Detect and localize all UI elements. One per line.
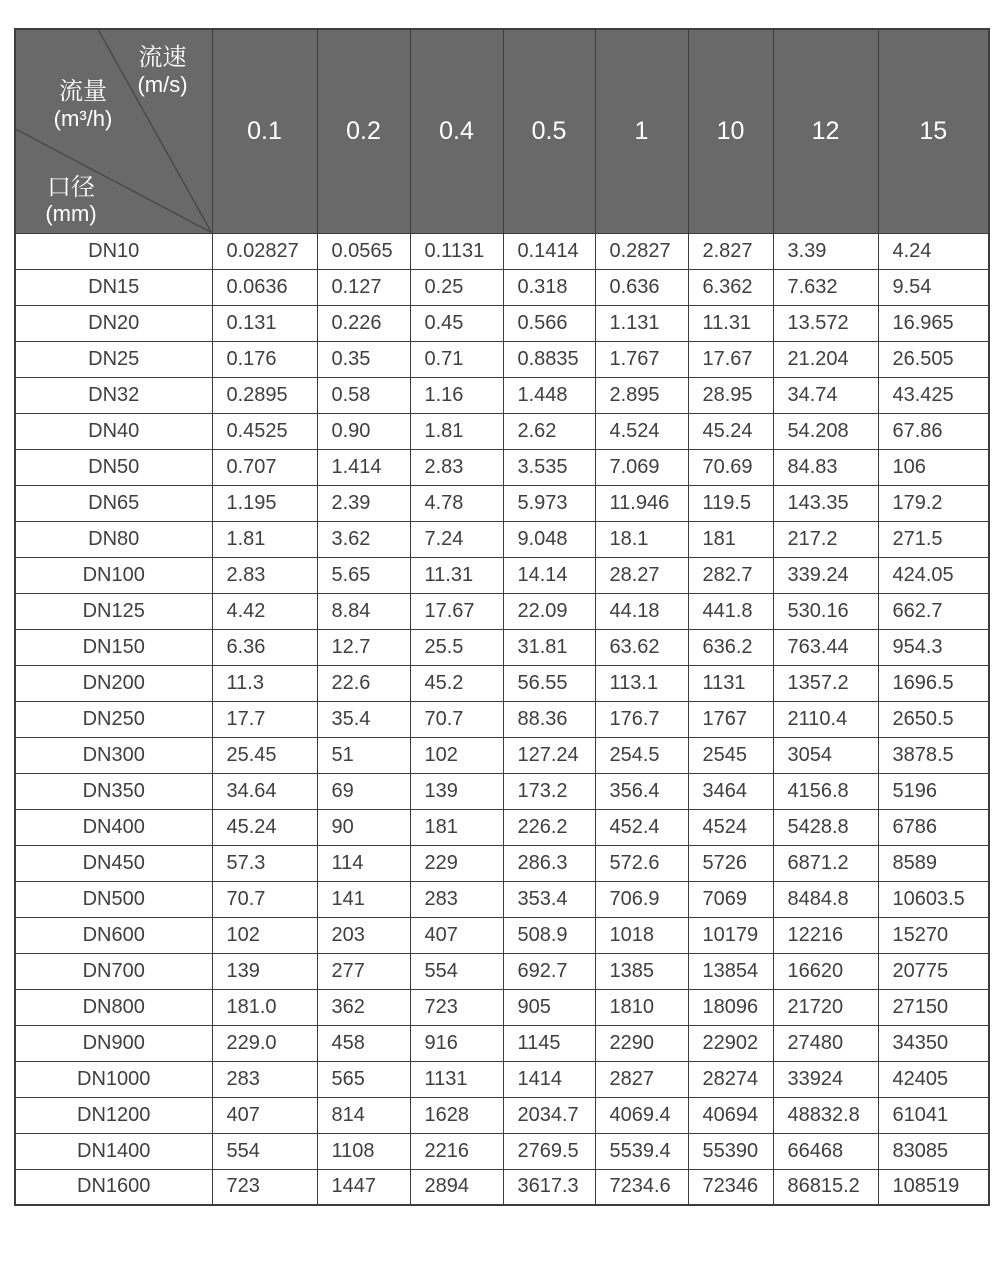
value-cell: 34.74 <box>773 377 878 413</box>
value-cell: 0.0565 <box>317 233 410 269</box>
value-cell: 2.83 <box>212 557 317 593</box>
value-cell: 229 <box>410 845 503 881</box>
value-cell: 554 <box>410 953 503 989</box>
diameter-label-text: 口径 <box>47 173 95 201</box>
value-cell: 18.1 <box>595 521 688 557</box>
value-cell: 3464 <box>688 773 773 809</box>
value-cell: 4.78 <box>410 485 503 521</box>
value-cell: 7.632 <box>773 269 878 305</box>
value-cell: 90 <box>317 809 410 845</box>
table-row <box>15 413 989 449</box>
value-cell: 10603.5 <box>878 881 989 917</box>
dn-cell: DN250 <box>15 701 212 737</box>
value-cell: 2.83 <box>410 449 503 485</box>
value-cell: 10179 <box>688 917 773 953</box>
value-cell: 954.3 <box>878 629 989 665</box>
value-cell: 814 <box>317 1097 410 1133</box>
value-cell: 141 <box>317 881 410 917</box>
value-cell: 11.3 <box>212 665 317 701</box>
value-cell: 916 <box>410 1025 503 1061</box>
value-cell: 70.69 <box>688 449 773 485</box>
value-cell: 181.0 <box>212 989 317 1025</box>
table-row <box>15 1169 989 1205</box>
velocity-axis-label <box>120 44 206 97</box>
value-cell: 723 <box>212 1169 317 1205</box>
value-cell: 51 <box>317 737 410 773</box>
diameter-unit-text: (mm) <box>45 201 97 227</box>
value-cell: 119.5 <box>688 485 773 521</box>
value-cell: 7.069 <box>595 449 688 485</box>
value-cell: 67.86 <box>878 413 989 449</box>
value-cell: 636.2 <box>688 629 773 665</box>
dn-cell: DN50 <box>15 449 212 485</box>
value-cell: 14.14 <box>503 557 595 593</box>
dn-cell: DN125 <box>15 593 212 629</box>
value-cell: 4069.4 <box>595 1097 688 1133</box>
velocity-header: 10 <box>688 29 773 233</box>
value-cell: 13854 <box>688 953 773 989</box>
value-cell: 34350 <box>878 1025 989 1061</box>
value-cell: 106 <box>878 449 989 485</box>
value-cell: 572.6 <box>595 845 688 881</box>
value-cell: 554 <box>212 1133 317 1169</box>
table-row <box>15 809 989 845</box>
table-row <box>15 737 989 773</box>
value-cell: 88.36 <box>503 701 595 737</box>
velocity-header: 1 <box>595 29 688 233</box>
value-cell: 2650.5 <box>878 701 989 737</box>
value-cell: 108519 <box>878 1169 989 1205</box>
value-cell: 15270 <box>878 917 989 953</box>
value-cell: 176.7 <box>595 701 688 737</box>
value-cell: 55390 <box>688 1133 773 1169</box>
table-row <box>15 269 989 305</box>
value-cell: 1108 <box>317 1133 410 1169</box>
value-cell: 7.24 <box>410 521 503 557</box>
flow-unit-text: (m³/h) <box>53 105 113 131</box>
table-row <box>15 773 989 809</box>
value-cell: 2769.5 <box>503 1133 595 1169</box>
value-cell: 203 <box>317 917 410 953</box>
dn-cell: DN150 <box>15 629 212 665</box>
value-cell: 0.1414 <box>503 233 595 269</box>
value-cell: 706.9 <box>595 881 688 917</box>
value-cell: 0.2895 <box>212 377 317 413</box>
value-cell: 27150 <box>878 989 989 1025</box>
value-cell: 21.204 <box>773 341 878 377</box>
value-cell: 3878.5 <box>878 737 989 773</box>
value-cell: 83085 <box>878 1133 989 1169</box>
value-cell: 0.226 <box>317 305 410 341</box>
dn-cell: DN900 <box>15 1025 212 1061</box>
value-cell: 1.81 <box>410 413 503 449</box>
velocity-header: 15 <box>878 29 989 233</box>
dn-cell: DN80 <box>15 521 212 557</box>
value-cell: 8589 <box>878 845 989 881</box>
value-cell: 0.4525 <box>212 413 317 449</box>
dn-cell: DN600 <box>15 917 212 953</box>
dn-cell: DN1200 <box>15 1097 212 1133</box>
value-cell: 282.7 <box>688 557 773 593</box>
value-cell: 1447 <box>317 1169 410 1205</box>
value-cell: 40694 <box>688 1097 773 1133</box>
dn-cell: DN450 <box>15 845 212 881</box>
value-cell: 43.425 <box>878 377 989 413</box>
table-row <box>15 953 989 989</box>
value-cell: 11.31 <box>410 557 503 593</box>
value-cell: 139 <box>410 773 503 809</box>
value-cell: 22902 <box>688 1025 773 1061</box>
value-cell: 143.35 <box>773 485 878 521</box>
flow-table-body <box>15 233 989 1205</box>
value-cell: 229.0 <box>212 1025 317 1061</box>
value-cell: 84.83 <box>773 449 878 485</box>
value-cell: 181 <box>410 809 503 845</box>
table-row <box>15 341 989 377</box>
value-cell: 452.4 <box>595 809 688 845</box>
value-cell: 723 <box>410 989 503 1025</box>
value-cell: 1.767 <box>595 341 688 377</box>
value-cell: 44.18 <box>595 593 688 629</box>
table-row <box>15 665 989 701</box>
diameter-axis-label <box>26 174 116 227</box>
value-cell: 28274 <box>688 1061 773 1097</box>
value-cell: 12216 <box>773 917 878 953</box>
value-cell: 5726 <box>688 845 773 881</box>
table-row <box>15 377 989 413</box>
dn-cell: DN20 <box>15 305 212 341</box>
value-cell: 33924 <box>773 1061 878 1097</box>
value-cell: 508.9 <box>503 917 595 953</box>
value-cell: 4.24 <box>878 233 989 269</box>
value-cell: 4524 <box>688 809 773 845</box>
value-cell: 441.8 <box>688 593 773 629</box>
value-cell: 72346 <box>688 1169 773 1205</box>
value-cell: 0.707 <box>212 449 317 485</box>
value-cell: 905 <box>503 989 595 1025</box>
value-cell: 5.65 <box>317 557 410 593</box>
value-cell: 662.7 <box>878 593 989 629</box>
value-cell: 0.176 <box>212 341 317 377</box>
value-cell: 0.636 <box>595 269 688 305</box>
value-cell: 1414 <box>503 1061 595 1097</box>
value-cell: 6.362 <box>688 269 773 305</box>
value-cell: 2290 <box>595 1025 688 1061</box>
value-cell: 26.505 <box>878 341 989 377</box>
value-cell: 66468 <box>773 1133 878 1169</box>
value-cell: 102 <box>410 737 503 773</box>
value-cell: 25.45 <box>212 737 317 773</box>
value-cell: 16.965 <box>878 305 989 341</box>
value-cell: 8484.8 <box>773 881 878 917</box>
corner-header-cell <box>15 29 212 233</box>
value-cell: 283 <box>410 881 503 917</box>
value-cell: 22.09 <box>503 593 595 629</box>
value-cell: 6871.2 <box>773 845 878 881</box>
dn-cell: DN15 <box>15 269 212 305</box>
value-cell: 5428.8 <box>773 809 878 845</box>
velocity-label-text: 流速 <box>138 44 187 71</box>
value-cell: 339.24 <box>773 557 878 593</box>
value-cell: 271.5 <box>878 521 989 557</box>
table-row <box>15 1133 989 1169</box>
value-cell: 18096 <box>688 989 773 1025</box>
value-cell: 3054 <box>773 737 878 773</box>
value-cell: 139 <box>212 953 317 989</box>
table-row <box>15 629 989 665</box>
velocity-header: 0.2 <box>317 29 410 233</box>
value-cell: 45.2 <box>410 665 503 701</box>
value-cell: 6.36 <box>212 629 317 665</box>
value-cell: 86815.2 <box>773 1169 878 1205</box>
dn-cell: DN800 <box>15 989 212 1025</box>
value-cell: 17.7 <box>212 701 317 737</box>
value-cell: 69 <box>317 773 410 809</box>
value-cell: 458 <box>317 1025 410 1061</box>
dn-cell: DN700 <box>15 953 212 989</box>
value-cell: 286.3 <box>503 845 595 881</box>
value-cell: 530.16 <box>773 593 878 629</box>
value-cell: 48832.8 <box>773 1097 878 1133</box>
table-row <box>15 1061 989 1097</box>
value-cell: 2.62 <box>503 413 595 449</box>
value-cell: 1131 <box>410 1061 503 1097</box>
value-cell: 56.55 <box>503 665 595 701</box>
value-cell: 3.62 <box>317 521 410 557</box>
value-cell: 13.572 <box>773 305 878 341</box>
value-cell: 2110.4 <box>773 701 878 737</box>
value-cell: 277 <box>317 953 410 989</box>
value-cell: 217.2 <box>773 521 878 557</box>
value-cell: 226.2 <box>503 809 595 845</box>
value-cell: 1018 <box>595 917 688 953</box>
value-cell: 8.84 <box>317 593 410 629</box>
value-cell: 1.414 <box>317 449 410 485</box>
value-cell: 28.95 <box>688 377 773 413</box>
table-row <box>15 305 989 341</box>
value-cell: 4156.8 <box>773 773 878 809</box>
dn-cell: DN40 <box>15 413 212 449</box>
table-row <box>15 1025 989 1061</box>
value-cell: 2.39 <box>317 485 410 521</box>
flow-axis-label <box>38 78 128 131</box>
value-cell: 1810 <box>595 989 688 1025</box>
value-cell: 1.448 <box>503 377 595 413</box>
value-cell: 0.45 <box>410 305 503 341</box>
dn-cell: DN32 <box>15 377 212 413</box>
value-cell: 1696.5 <box>878 665 989 701</box>
value-cell: 9.54 <box>878 269 989 305</box>
value-cell: 28.27 <box>595 557 688 593</box>
velocity-header: 0.5 <box>503 29 595 233</box>
dn-cell: DN300 <box>15 737 212 773</box>
header-row <box>15 29 989 233</box>
value-cell: 17.67 <box>688 341 773 377</box>
value-cell: 0.35 <box>317 341 410 377</box>
value-cell: 4.42 <box>212 593 317 629</box>
dn-cell: DN400 <box>15 809 212 845</box>
value-cell: 0.0636 <box>212 269 317 305</box>
value-cell: 3.39 <box>773 233 878 269</box>
value-cell: 2827 <box>595 1061 688 1097</box>
value-cell: 5196 <box>878 773 989 809</box>
value-cell: 2894 <box>410 1169 503 1205</box>
value-cell: 1.81 <box>212 521 317 557</box>
value-cell: 1.16 <box>410 377 503 413</box>
value-cell: 11.31 <box>688 305 773 341</box>
dn-cell: DN500 <box>15 881 212 917</box>
value-cell: 4.524 <box>595 413 688 449</box>
value-cell: 114 <box>317 845 410 881</box>
value-cell: 763.44 <box>773 629 878 665</box>
dn-cell: DN1600 <box>15 1169 212 1205</box>
value-cell: 181 <box>688 521 773 557</box>
table-row <box>15 989 989 1025</box>
value-cell: 1357.2 <box>773 665 878 701</box>
value-cell: 565 <box>317 1061 410 1097</box>
value-cell: 22.6 <box>317 665 410 701</box>
value-cell: 0.566 <box>503 305 595 341</box>
value-cell: 254.5 <box>595 737 688 773</box>
value-cell: 54.208 <box>773 413 878 449</box>
value-cell: 5.973 <box>503 485 595 521</box>
velocity-unit-text: (m/s) <box>137 71 188 97</box>
dn-cell: DN10 <box>15 233 212 269</box>
value-cell: 61041 <box>878 1097 989 1133</box>
flow-label-text: 流量 <box>59 78 107 105</box>
value-cell: 57.3 <box>212 845 317 881</box>
dn-cell: DN25 <box>15 341 212 377</box>
value-cell: 5539.4 <box>595 1133 688 1169</box>
value-cell: 35.4 <box>317 701 410 737</box>
value-cell: 0.58 <box>317 377 410 413</box>
value-cell: 45.24 <box>688 413 773 449</box>
value-cell: 362 <box>317 989 410 1025</box>
flow-rate-table-container <box>14 28 990 1206</box>
value-cell: 2545 <box>688 737 773 773</box>
value-cell: 1131 <box>688 665 773 701</box>
value-cell: 0.90 <box>317 413 410 449</box>
table-row <box>15 557 989 593</box>
table-row <box>15 233 989 269</box>
value-cell: 179.2 <box>878 485 989 521</box>
value-cell: 6786 <box>878 809 989 845</box>
value-cell: 0.318 <box>503 269 595 305</box>
value-cell: 0.25 <box>410 269 503 305</box>
value-cell: 63.62 <box>595 629 688 665</box>
value-cell: 0.2827 <box>595 233 688 269</box>
table-row <box>15 521 989 557</box>
value-cell: 25.5 <box>410 629 503 665</box>
value-cell: 1385 <box>595 953 688 989</box>
table-row <box>15 593 989 629</box>
value-cell: 0.131 <box>212 305 317 341</box>
value-cell: 7234.6 <box>595 1169 688 1205</box>
value-cell: 353.4 <box>503 881 595 917</box>
value-cell: 0.1131 <box>410 233 503 269</box>
velocity-header: 0.1 <box>212 29 317 233</box>
dn-cell: DN100 <box>15 557 212 593</box>
value-cell: 356.4 <box>595 773 688 809</box>
value-cell: 102 <box>212 917 317 953</box>
value-cell: 2034.7 <box>503 1097 595 1133</box>
value-cell: 173.2 <box>503 773 595 809</box>
value-cell: 70.7 <box>410 701 503 737</box>
table-row <box>15 701 989 737</box>
table-header <box>15 29 989 233</box>
table-row <box>15 449 989 485</box>
value-cell: 42405 <box>878 1061 989 1097</box>
value-cell: 45.24 <box>212 809 317 845</box>
value-cell: 27480 <box>773 1025 878 1061</box>
dn-cell: DN350 <box>15 773 212 809</box>
value-cell: 2.895 <box>595 377 688 413</box>
value-cell: 0.8835 <box>503 341 595 377</box>
value-cell: 31.81 <box>503 629 595 665</box>
table-row <box>15 845 989 881</box>
value-cell: 2.827 <box>688 233 773 269</box>
value-cell: 20775 <box>878 953 989 989</box>
value-cell: 17.67 <box>410 593 503 629</box>
velocity-header: 12 <box>773 29 878 233</box>
value-cell: 424.05 <box>878 557 989 593</box>
dn-cell: DN1400 <box>15 1133 212 1169</box>
value-cell: 0.71 <box>410 341 503 377</box>
table-row <box>15 917 989 953</box>
value-cell: 34.64 <box>212 773 317 809</box>
dn-cell: DN200 <box>15 665 212 701</box>
velocity-header: 0.4 <box>410 29 503 233</box>
value-cell: 283 <box>212 1061 317 1097</box>
table-row <box>15 485 989 521</box>
flow-rate-table <box>14 28 990 1206</box>
value-cell: 2216 <box>410 1133 503 1169</box>
value-cell: 21720 <box>773 989 878 1025</box>
value-cell: 11.946 <box>595 485 688 521</box>
table-row <box>15 1097 989 1133</box>
value-cell: 9.048 <box>503 521 595 557</box>
value-cell: 1145 <box>503 1025 595 1061</box>
table-row <box>15 881 989 917</box>
value-cell: 7069 <box>688 881 773 917</box>
value-cell: 407 <box>410 917 503 953</box>
value-cell: 12.7 <box>317 629 410 665</box>
value-cell: 113.1 <box>595 665 688 701</box>
value-cell: 407 <box>212 1097 317 1133</box>
value-cell: 692.7 <box>503 953 595 989</box>
value-cell: 16620 <box>773 953 878 989</box>
value-cell: 1.195 <box>212 485 317 521</box>
value-cell: 3.535 <box>503 449 595 485</box>
value-cell: 1.131 <box>595 305 688 341</box>
value-cell: 0.02827 <box>212 233 317 269</box>
value-cell: 1628 <box>410 1097 503 1133</box>
value-cell: 127.24 <box>503 737 595 773</box>
dn-cell: DN1000 <box>15 1061 212 1097</box>
value-cell: 3617.3 <box>503 1169 595 1205</box>
value-cell: 0.127 <box>317 269 410 305</box>
dn-cell: DN65 <box>15 485 212 521</box>
value-cell: 70.7 <box>212 881 317 917</box>
value-cell: 1767 <box>688 701 773 737</box>
